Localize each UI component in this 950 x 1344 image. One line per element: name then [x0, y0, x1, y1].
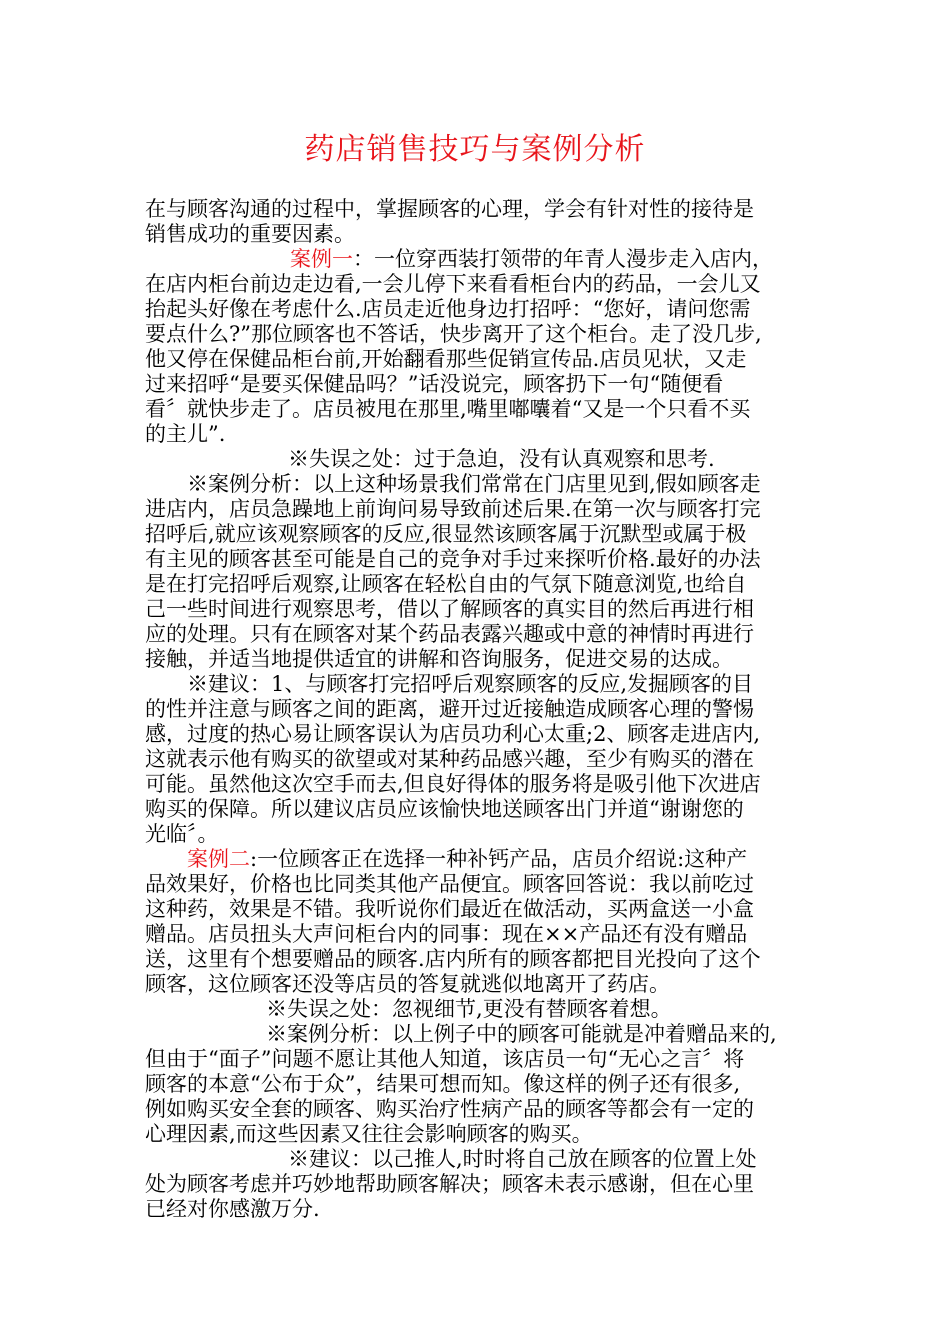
case1-advice-line: 的性并注意与顾客之间的距离，避开过近接触造成顾客心理的警惕	[145, 697, 754, 721]
case2-mistake: ※失误之处：忽视细节,更没有替顾客着想。	[266, 997, 672, 1021]
intro-line: 销售成功的重要因素。	[145, 222, 355, 246]
case1-line: 他又停在保健品柜台前,开始翻看那些促销宣传品.店员见状，又走	[145, 347, 747, 371]
case2-label: 案例二	[187, 847, 250, 871]
case1-analysis-line: 招呼后,就应该观察顾客的反应,很显然该顾客属于沉默型或属于极	[145, 522, 747, 546]
case2-advice-line: ※建议：以己推人,时时将自己放在顾客的位置上处	[288, 1147, 757, 1171]
case1-mistake: ※失误之处：过于急迫，没有认真观察和思考.	[288, 447, 715, 471]
case1-line: 看〞就快步走了。店员被甩在那里,嘴里嘟囔着“又是一个只看不买	[145, 397, 751, 421]
case2-advice-line: 已经对你感激万分.	[145, 1197, 320, 1221]
case1-line: 在店内柜台前边走边看,一会儿停下来看看柜台内的药品，一会儿又	[145, 272, 761, 296]
case1-line: 过来招呼“是要买保健品吗？”话没说完，顾客扔下一句“随便看	[145, 372, 724, 396]
case2-advice-line: 处为顾客考虑并巧妙地帮助顾客解决；顾客未表示感谢，但在心里	[145, 1172, 754, 1196]
case1-analysis-line: 是在打完招呼后观察,让顾客在轻松自由的气氛下随意浏览,也给自	[145, 572, 747, 596]
case1-analysis-line: 接触，并适当地提供适宜的讲解和咨询服务，促进交易的达成。	[145, 647, 733, 671]
case1-analysis-line: ※案例分析：以上这种场景我们常常在门店里见到,假如顾客走	[187, 472, 761, 496]
case1-first-text: ：一位穿西装打领带的年青人漫步走入店内，	[353, 247, 773, 271]
case1-advice-line: 光临〞。	[145, 822, 219, 846]
case2-line: 送，这里有个想要赠品的顾客.店内所有的顾客都把目光投向了这个	[145, 947, 761, 971]
case2-line: 赠品。店员扭头大声问柜台内的同事：现在××产品还有没有赠品	[145, 922, 748, 946]
case1-line: 的主儿”.	[145, 422, 226, 446]
case2-analysis-line: ※案例分析：以上例子中的顾客可能就是冲着赠品来的,	[266, 1022, 777, 1046]
case1-line: 要点什么?”那位顾客也不答话，快步离开了这个柜台。走了没几步,	[145, 322, 762, 346]
document-title: 药店销售技巧与案例分析	[304, 132, 646, 167]
case1-advice-line: ※建议：1、与顾客打完招呼后观察顾客的反应,发掘顾客的目	[187, 672, 754, 696]
case2-line: 这种药，效果是不错。我听说你们最近在做活动，买两盒送一小盒	[145, 897, 754, 921]
case2-analysis-line: 顾客的本意“公布于众”，结果可想而知。像这样的例子还有很多,	[145, 1072, 741, 1096]
case1-analysis-line: 己一些时间进行观察思考，借以了解顾客的真实目的然后再进行相	[145, 597, 754, 621]
intro-line: 在与顾客沟通的过程中，掌握顾客的心理，学会有针对性的接待是	[145, 197, 754, 221]
case1-label: 案例一	[290, 247, 353, 271]
case1-first-line	[290, 246, 773, 272]
case2-first-text: :一位顾客正在选择一种补钙产品，店员介绍说:这种产	[250, 847, 748, 871]
case2-line: 品效果好，价格也比同类其他产品便宜。顾客回答说：我以前吃过	[145, 872, 754, 896]
case2-analysis-line: 心理因素,而这些因素又往往会影响顾客的购买。	[145, 1122, 593, 1146]
case1-analysis-line: 应的处理。只有在顾客对某个药品表露兴趣或中意的神情时再进行	[145, 622, 754, 646]
case1-advice-line: 感，过度的热心易让顾客误认为店员功利心太重;2、顾客走进店内,	[145, 722, 761, 746]
case1-advice-line: 可能。虽然他这次空手而去,但良好得体的服务将是吸引他下次进店	[145, 772, 761, 796]
case2-line: 顾客，这位顾客还没等店员的答复就逃似地离开了药店。	[145, 972, 670, 996]
case1-analysis-line: 有主见的顾客甚至可能是自己的竞争对手过来探听价格.最好的办法	[145, 547, 761, 571]
case1-advice-line: 这就表示他有购买的欲望或对某种药品感兴趣，至少有购买的潜在	[145, 747, 754, 771]
case1-line: 抬起头好像在考虑什么.店员走近他身边打招呼：“您好，请问您需	[145, 297, 751, 321]
case2-analysis-line: 但由于“面子”问题不愿让其他人知道，该店员一句“无心之言〞将	[145, 1047, 745, 1071]
case1-advice-line: 购买的保障。所以建议店员应该愉快地送顾客出门并道“谢谢您的	[145, 797, 744, 821]
case1-analysis-line: 进店内，店员急躁地上前询问易导致前述后果.在第一次与顾客打完	[145, 497, 761, 521]
case2-analysis-line: 例如购买安全套的顾客、购买治疗性病产品的顾客等都会有一定的	[145, 1097, 754, 1121]
case2-first-line	[187, 846, 747, 872]
